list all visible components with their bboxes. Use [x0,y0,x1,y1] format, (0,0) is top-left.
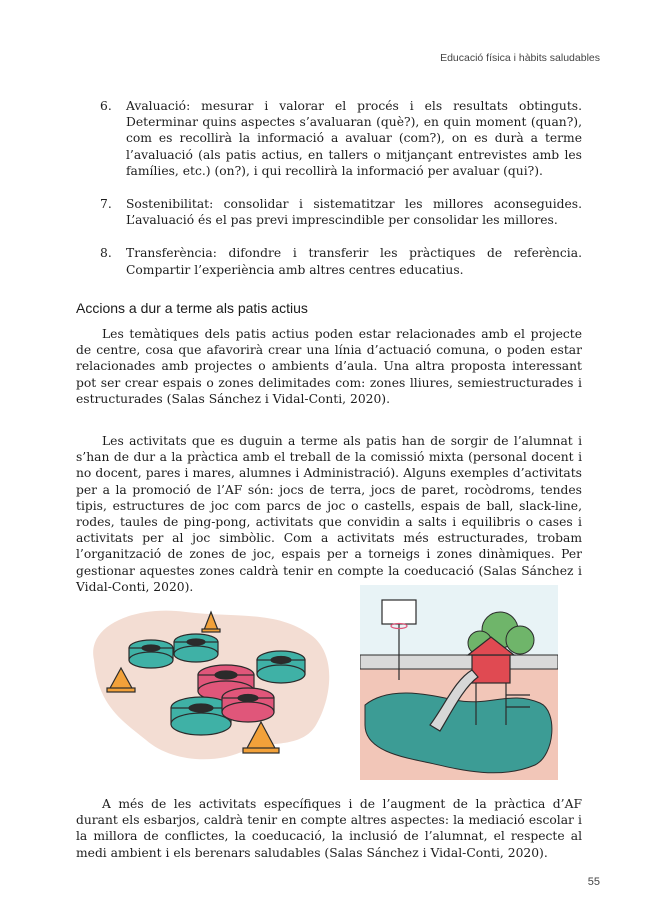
page-number: 55 [587,876,600,888]
list-item [76,98,582,179]
tires-and-cones-illustration [76,590,336,770]
list-item-number: 7. [100,197,112,212]
paragraph-themes: Les temàtiques dels patis actius poden estar relacionades amb el projecte de centre, cosa que afavorirà crear una línia d’actuació comuna, o poden estar relacionades amb projectes o ambients d’aula. Una altra proposta interessant pot ser crear espais o zones delimitades com: zones lliures, semiestructurades i estructurades (Salas Sánchez i Vidal-Conti, 2020). [76,327,582,406]
numbered-list [76,98,582,295]
list-item-text: Sostenibilitat: consolidar i sistematitzar les millores aconseguides. L’avaluació és el pas previ imprescindible per consolidar les millores. [126,197,582,228]
list-item-text: Avaluació: mesurar i valorar el procés i els resultats obtinguts. Determinar quins aspectes s’avaluaran (què?), en quin moment (quan?), com es recollirà la informació a avaluar (com?), on es durà a terme l’avaluació (als patis actius, en tallers o mitjançant entrevistes amb les famílies, etc.) (on?), i qui recollirà la informació per avaluar (qui?). [126,99,582,178]
list-item-number: 8. [100,246,112,261]
paragraph-activities: Les activitats que es duguin a terme als patis han de sorgir de l’alumnat i s’han de dur a la pràctica amb el treball de la comissió mixta (personal docent i no docent, pares i mares, alumnes i Administració). Alguns exemples d’activitats per a la promoció de l’AF són: jocs de terra, jocs de paret, rocòdroms, tendes tipis, estructures de joc com parcs de joc o castells, espais de ball, slack-line, rodes, taules de ping-pong, activitats que convidin a salts i equilibris o cases i activitats per al joc simbòlic. Com a activitats més estructurades, trobam l’organització de zones de joc, espais per a torneigs i zones dinàmiques. Per gestionar aquestes zones caldrà tenir en compte la coeducació (Salas Sánchez i Vidal-Conti, 2020). [76,434,582,594]
paragraph-other-aspects: A més de les activitats específiques i de l’augment de la pràctica d’AF durant els esbarjos, caldrà tenir en compte altres aspectes: la mediació escolar i la millora de conflictes, la coeducació, la inclusió de l’alumnat, el respecte al medi ambient i els berenars saludables (Salas Sánchez i Vidal-Conti, 2020). [76,797,582,860]
list-item-text: Transferència: difondre i transferir les pràctiques de referència. Compartir l’experiència amb altres centres educatius. [126,246,582,277]
list-item [76,245,582,277]
section-heading: Accions a dur a terme als patis actius [76,300,308,316]
playground-illustration [360,585,558,780]
list-item-number: 6. [100,99,112,113]
list-item [76,196,582,228]
running-header: Educació física i hàbits saludables [440,52,600,64]
